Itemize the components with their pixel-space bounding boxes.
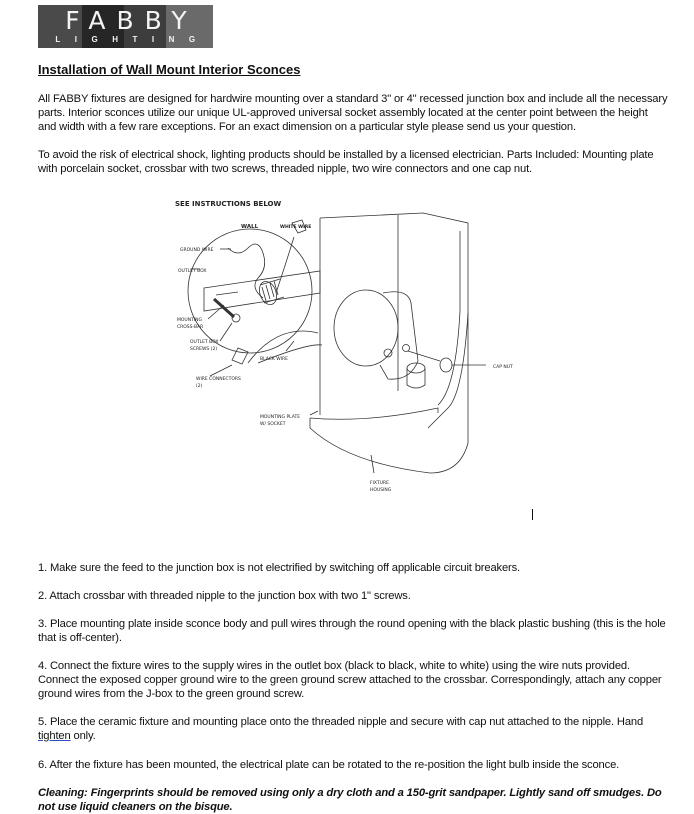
label-connectors-count: (2) xyxy=(196,384,203,389)
logo-brand: FABBY xyxy=(65,6,198,35)
diagram-heading: SEE INSTRUCTIONS BELOW xyxy=(175,200,282,208)
label-cross-bar: CROSS-BAR xyxy=(177,325,204,330)
label-outlet-box-screws: OUTLET BOX xyxy=(190,340,219,345)
step-5-text: 5. Place the ceramic fixture and mounting place onto the threaded nipple and secure with cap nut attached to the nipple. Hand xyxy=(38,716,644,728)
text-cursor xyxy=(532,509,533,520)
label-wall: WALL xyxy=(241,224,259,230)
installation-diagram xyxy=(168,193,558,498)
label-outlet-box: OUTLET BOX xyxy=(178,269,207,274)
label-wire-connectors: WIRE CONNECTORS xyxy=(196,377,241,382)
fabby-lighting-logo xyxy=(38,5,213,48)
label-black-wire: BLACK WIRE xyxy=(260,357,288,362)
logo-subtitle: LIGHTING xyxy=(55,35,210,44)
label-mounting: MOUNTING xyxy=(177,318,203,323)
cleaning-note: Cleaning: Fingerprints should be removed using only a dry cloth and a 150-grit sandpaper. Lightly sand off smudges. Do not use liquid cleaners on the bisque. xyxy=(38,787,662,813)
step-5 xyxy=(38,715,668,743)
label-cap-nut: CAP NUT xyxy=(493,365,513,370)
label-screws-count: SCREWS (2) xyxy=(190,347,218,352)
step-5-tail: only. xyxy=(70,730,96,742)
label-ground-wire: GROUND WIRE xyxy=(180,248,214,253)
intro-paragraph: All FABBY fixtures are designed for hardwire mounting over a standard 3" or 4" recessed junction box and include all the necessary parts. Interior sconces utilize our unique UL-approved universal socket assembly located at the center point between the height and width with a few rare exceptions. For an exact dimension on a particular style please send us your question. xyxy=(38,93,668,133)
step-6: 6. After the fixture has been mounted, the electrical plate can be rotated to the re-position the light bulb inside the sconce. xyxy=(38,759,620,771)
label-with-socket: W/ SOCKET xyxy=(260,422,286,427)
label-white-wire: WHITE WIRE xyxy=(280,225,312,230)
document-title: Installation of Wall Mount Interior Sconces xyxy=(38,62,301,77)
label-fixture: FIXTURE xyxy=(370,481,389,486)
step-2: 2. Attach crossbar with threaded nipple to the junction box with two 1" screws. xyxy=(38,590,411,602)
label-mounting-plate: MOUNTING PLATE xyxy=(260,415,301,420)
label-housing: HOUSING xyxy=(370,488,392,493)
step-3: 3. Place mounting plate inside sconce body and pull wires through the round opening with the black plastic bushing (this is the hole that is off-center). xyxy=(38,618,666,644)
spellcheck-flagged-word[interactable]: tighten xyxy=(38,730,71,742)
step-4: 4. Connect the fixture wires to the supply wires in the outlet box (black to black, white to white) using the wire nuts provided. Connect the exposed copper ground wire to the green ground screw attached to the crossbar. Correspondingly, attach any copper ground wires from the J-box to the green ground screw. xyxy=(38,660,662,700)
logo-text xyxy=(38,5,213,48)
safety-paragraph: To avoid the risk of electrical shock, lighting products should be installed by a licensed electrician. Parts Included: Mounting plate with porcelain socket, crossbar with two screws, threaded nipple, two wire connectors and one cap nut. xyxy=(38,149,654,175)
step-1: 1. Make sure the feed to the junction box is not electrified by switching off applicable circuit breakers. xyxy=(38,562,521,574)
